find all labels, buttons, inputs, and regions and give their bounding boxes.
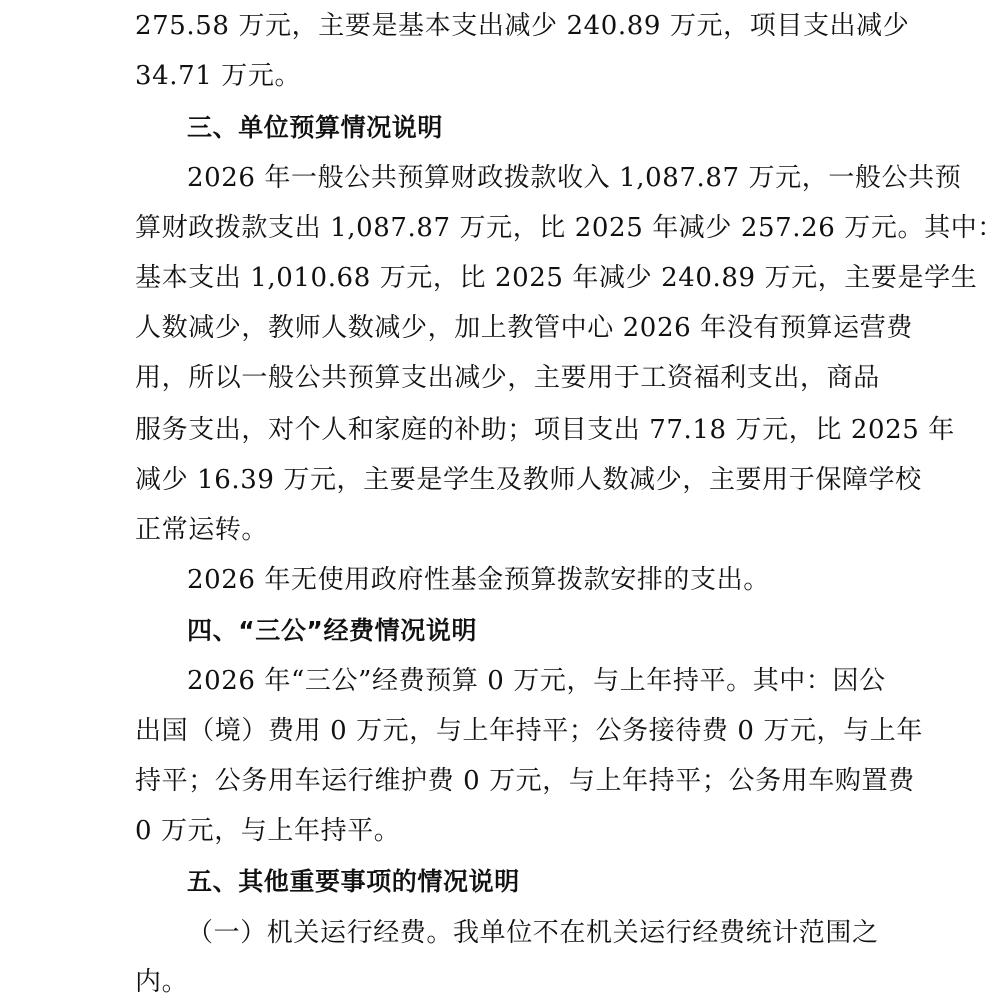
paragraph-line: 基本支出 1,010.68 万元，比 2025 年减少 240.89 万元，主要是学生 bbox=[135, 263, 978, 293]
paragraph-line: 2026 年一般公共预算财政拨款收入 1,087.87 万元，一般公共预 bbox=[187, 163, 962, 193]
paragraph-line: 出国（境）费用 0 万元，与上年持平；公务接待费 0 万元，与上年 bbox=[135, 716, 923, 746]
paragraph-line: （一）机关运行经费。我单位不在机关运行经费统计范围之 bbox=[187, 918, 879, 948]
paragraph-line: 内。 bbox=[135, 967, 189, 997]
section-heading: 四、“三公”经费情况说明 bbox=[187, 616, 478, 645]
paragraph-line: 用，所以一般公共预算支出减少，主要用于工资福利支出，商品 bbox=[135, 363, 880, 393]
paragraph-line: 算财政拨款支出 1,087.87 万元，比 2025 年减少 257.26 万元。其中： bbox=[135, 213, 1004, 243]
paragraph-line: 0 万元，与上年持平。 bbox=[135, 816, 401, 846]
paragraph-line: 275.58 万元，主要是基本支出减少 240.89 万元，项目支出减少 bbox=[135, 11, 910, 41]
paragraph-line: 人数减少，教师人数减少，加上教管中心 2026 年没有预算运营费 bbox=[135, 313, 913, 343]
paragraph-line: 持平；公务用车运行维护费 0 万元，与上年持平；公务用车购置费 bbox=[135, 766, 915, 796]
section-heading: 三、单位预算情况说明 bbox=[187, 113, 444, 142]
paragraph-line: 2026 年无使用政府性基金预算拨款安排的支出。 bbox=[187, 565, 770, 595]
paragraph-line: 减少 16.39 万元，主要是学生及教师人数减少，主要用于保障学校 bbox=[135, 465, 922, 495]
paragraph-line: 2026 年“三公”经费预算 0 万元，与上年持平。其中：因公 bbox=[187, 666, 886, 696]
paragraph-line: 正常运转。 bbox=[135, 515, 269, 545]
section-heading: 五、其他重要事项的情况说明 bbox=[187, 867, 520, 896]
paragraph-line: 34.71 万元。 bbox=[135, 61, 302, 91]
paragraph-line: 服务支出，对个人和家庭的补助；项目支出 77.18 万元，比 2025 年 bbox=[135, 415, 955, 445]
